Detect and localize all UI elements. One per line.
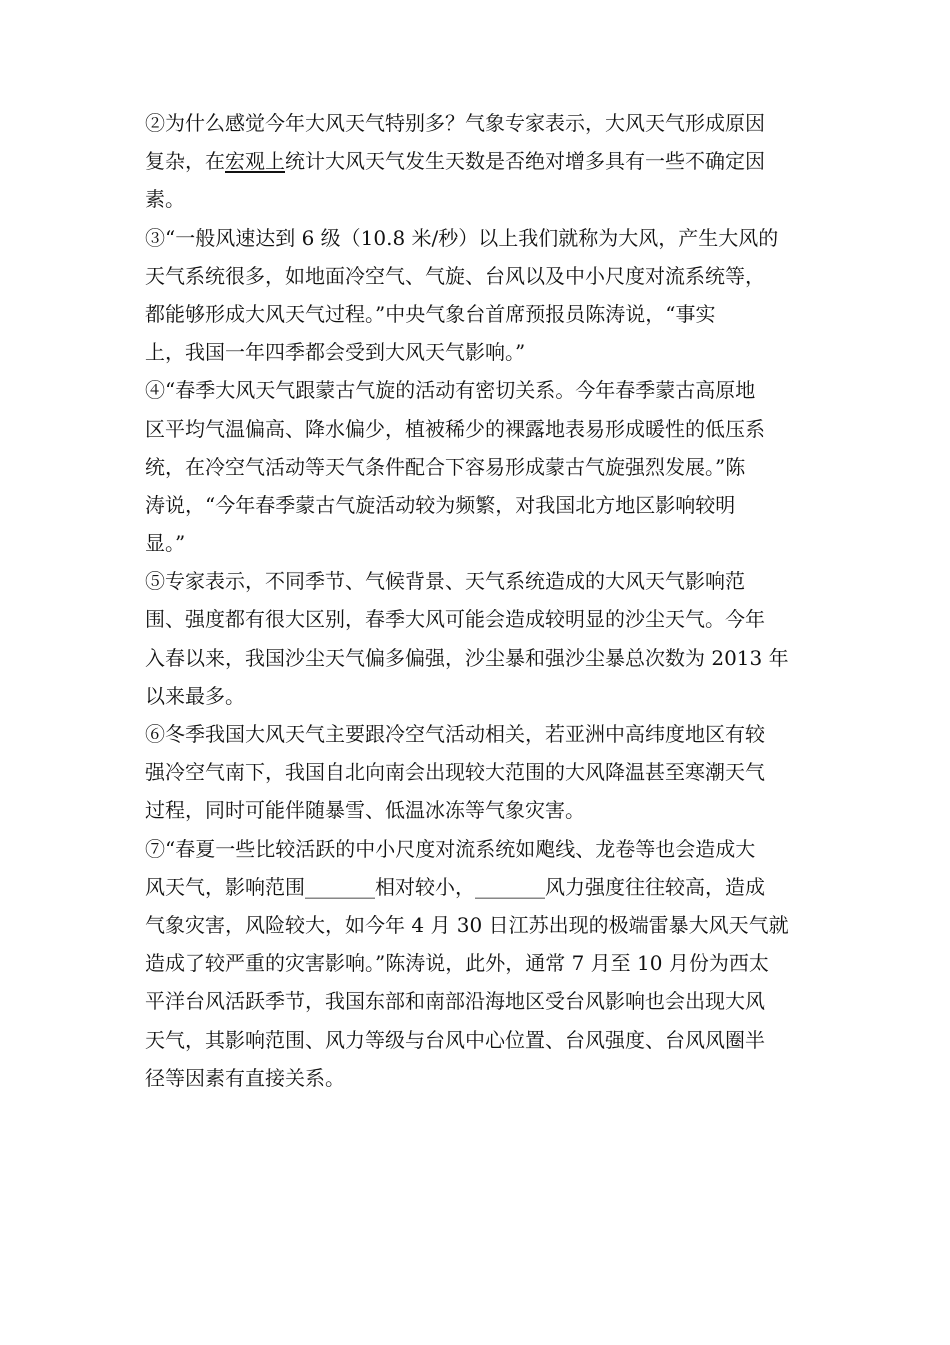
text-segment: 造成了较严重的灾害影响。”陈涛说，此外，通常 7 月至 10 月份为西太	[145, 951, 769, 976]
text-line	[145, 142, 810, 180]
text-segment: 区平均气温偏高、降水偏少，植被稀少的裸露地表易形成暖性的低压系	[145, 416, 765, 441]
text-segment: 素。	[145, 187, 185, 212]
text-line	[145, 524, 810, 562]
paragraph-p5	[145, 562, 810, 715]
text-segment: 上，我国一年四季都会受到大风天气影响。”	[145, 340, 526, 365]
text-segment: 强冷空气南下，我国自北向南会出现较大范围的大风降温甚至寒潮天气	[145, 760, 765, 785]
paragraph-p3	[145, 219, 810, 372]
text-line	[145, 830, 810, 868]
text-segment: 显。”	[145, 531, 186, 556]
text-line	[145, 753, 810, 791]
underlined-term: 宏观上	[225, 149, 285, 174]
text-line	[145, 1021, 810, 1059]
text-segment: ⑤专家表示，不同季节、气候背景、天气系统造成的大风天气影响范	[145, 569, 745, 594]
text-segment: 径等因素有直接关系。	[145, 1065, 345, 1090]
text-segment: ④“春季大风天气跟蒙古气旋的活动有密切关系。今年春季蒙古高原地	[145, 378, 756, 403]
text-segment: 统计大风天气发生天数是否绝对增多具有一些不确定因	[285, 149, 765, 174]
text-line	[145, 219, 810, 257]
text-segment: ⑥冬季我国大风天气主要跟冷空气活动相关，若亚洲中高纬度地区有较	[145, 722, 765, 746]
paragraph-p4	[145, 371, 810, 562]
text-segment: ③“一般风速达到 6 级（10.8 米/秒）以上我们就称为大风，产生大风的	[145, 225, 779, 250]
text-line	[145, 944, 810, 982]
text-line	[145, 982, 810, 1020]
text-line	[145, 410, 810, 448]
text-line	[145, 715, 810, 753]
text-line	[145, 371, 810, 409]
text-line	[145, 868, 810, 906]
text-segment: 风天气，影响范围_______相对较小，_______风力强度往往较高，造成	[145, 874, 765, 899]
text-segment: 入春以来，我国沙尘天气偏多偏强，沙尘暴和强沙尘暴总次数为 2013 年	[145, 645, 789, 670]
text-line	[145, 333, 810, 371]
text-line	[145, 486, 810, 524]
text-segment: 气象灾害，风险较大，如今年 4 月 30 日江苏出现的极端雷暴大风天气就	[145, 912, 789, 937]
text-segment: ⑦“春夏一些比较活跃的中小尺度对流系统如飑线、龙卷等也会造成大	[145, 836, 756, 861]
text-line	[145, 639, 810, 677]
text-segment: 过程，同时可能伴随暴雪、低温冰冻等气象灾害。	[145, 798, 585, 823]
text-line	[145, 257, 810, 295]
text-line	[145, 104, 810, 142]
paragraph-p6	[145, 715, 810, 830]
text-segment: 涛说，“今年春季蒙古气旋活动较为频繁，对我国北方地区影响较明	[145, 492, 736, 517]
document-body	[145, 104, 810, 1097]
text-line	[145, 295, 810, 333]
text-segment: 都能够形成大风天气过程。”中央气象台首席预报员陈涛说，“事实	[145, 301, 716, 326]
text-segment: 复杂，在	[145, 149, 225, 174]
paragraph-p2	[145, 104, 810, 219]
text-line	[145, 1059, 810, 1097]
paragraph-p7	[145, 830, 810, 1097]
text-line	[145, 600, 810, 638]
text-segment: 围、强度都有很大区别，春季大风可能会造成较明显的沙尘天气。今年	[145, 607, 765, 632]
text-segment: 以来最多。	[145, 683, 245, 708]
text-line	[145, 791, 810, 829]
text-line	[145, 562, 810, 600]
text-segment: ②为什么感觉今年大风天气特别多？气象专家表示，大风天气形成原因	[145, 111, 765, 135]
text-line	[145, 677, 810, 715]
text-segment: 统，在冷空气活动等天气条件配合下容易形成蒙古气旋强烈发展。”陈	[145, 454, 746, 479]
text-segment: 天气系统很多，如地面冷空气、气旋、台风以及中小尺度对流系统等，	[145, 263, 765, 288]
text-segment: 天气，其影响范围、风力等级与台风中心位置、台风强度、台风风圈半	[145, 1027, 765, 1052]
text-segment: 平洋台风活跃季节，我国东部和南部沿海地区受台风影响也会出现大风	[145, 989, 765, 1014]
text-line	[145, 448, 810, 486]
text-line	[145, 180, 810, 218]
text-line	[145, 906, 810, 944]
